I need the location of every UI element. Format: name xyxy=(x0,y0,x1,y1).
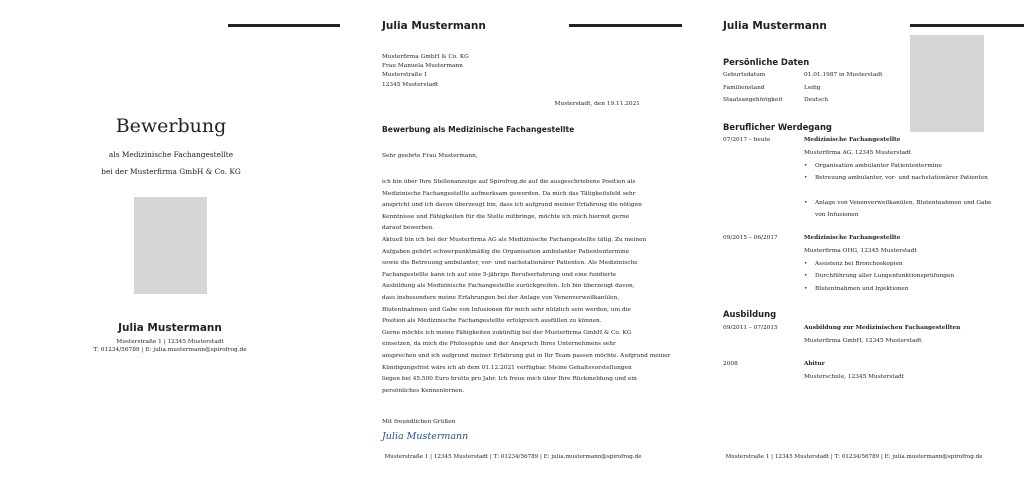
body-line: einsetzen, da mich die Philosophie und der Anspruch Ihres Unternehmens sehr xyxy=(382,341,616,348)
letter-subject: Bewerbung als Medizinische Fachangestellte xyxy=(382,125,575,134)
body-line: Gerne möchte ich meine Fähigkeiten zukünftig bei der Musterfirma GmbH & Co. KG xyxy=(382,329,632,336)
body-line: anspricht und ich davon überzeugt bin, dass ich aufgrund meiner Erfahrung die nötigen xyxy=(382,202,642,209)
body-line: Kenntnisse und Fähigkeiten für die Stelle mitbringe, möchte ich mich hiermit gerne xyxy=(382,213,630,220)
body-line: liegen bei 45.500 Euro brutto pro Jahr. Ich freue mich über Ihre Rückmeldung und ein xyxy=(382,376,637,383)
career-title: Medizinische Fachangestellte xyxy=(804,137,901,143)
cv-header-name: Julia Mustermann xyxy=(723,20,827,32)
body-line: persönliches Kennenlernen. xyxy=(382,387,465,394)
career-heading: Beruflicher Werdegang xyxy=(723,122,832,132)
bullet-icon: • xyxy=(804,286,808,292)
bullet-text: Betreuung ambulanter, vor- und nachstationärer Patienten xyxy=(815,175,988,181)
cover-title: Bewerbung xyxy=(115,115,227,137)
body-line: Ausbildung als Medizinische Fachangestellte zurückgreifen. Ich bin überzeugt davon, xyxy=(382,283,635,290)
body-line: Blutentnahmen und Gabe von Infusionen für mich sehr nützlich sein werden, um die xyxy=(382,306,631,313)
body-line: Aktuell bin ich bei der Musterfirma AG als Medizinische Fachangestellte tätig. Zu meinen xyxy=(382,236,647,243)
photo-placeholder xyxy=(134,197,207,294)
letter-page xyxy=(342,0,684,482)
body-line: Kündigungsfrist wäre ich ab dem 01.12.2021 verfügbar. Meine Gehaltsvorstellungen xyxy=(382,364,632,371)
body-line: ansprechen und ich aufgrund meiner Erfahrung gut in Ihr Team passen möchte. Aufgrund meiner xyxy=(382,352,671,359)
bullet-text: Organisation ambulanter Patiententermine xyxy=(815,163,942,169)
bullet-text: Anlage von Venenverweilkanülen, Blutentnahmen und Gabe von Infusionen xyxy=(815,200,992,219)
cover-subtitle: als Medizinische Fachangestellte xyxy=(108,150,234,159)
personal-label: Geburtsdatum xyxy=(723,72,766,78)
bullet-icon: • xyxy=(804,261,808,267)
cover-page xyxy=(0,0,342,482)
personal-value: Ledig xyxy=(804,85,821,91)
salutation: Sehr geehrte Frau Mustermann, xyxy=(382,153,478,159)
education-place: Musterfirma GmbH, 12345 Musterstadt xyxy=(804,338,922,344)
recipient-line: Frau Manuela Mustermann xyxy=(382,63,463,70)
career-title: Medizinische Fachangestellte xyxy=(804,235,901,241)
personal-label: Staatsangehörigkeit xyxy=(723,97,783,103)
contact-address: Musterstraße 1 | 12345 Musterstadt xyxy=(116,339,224,345)
education-place: Musterschule, 12345 Musterstadt xyxy=(804,374,905,380)
top-rule xyxy=(569,24,682,27)
body-line: Position als Medizinische Fachangestellte erfolgreich ausfüllen zu können. xyxy=(382,318,602,325)
personal-value: 01.01.1987 in Musterstadt xyxy=(804,72,883,78)
career-employer: Musterfirma OHG, 12345 Musterstadt xyxy=(804,248,917,254)
career-bullets xyxy=(804,160,1004,220)
education-period: 2008 xyxy=(723,361,738,367)
letter-header-name: Julia Mustermann xyxy=(382,20,486,32)
recipient-line: Musterfirma GmbH & Co. KG xyxy=(382,54,469,60)
personal-heading: Persönliche Daten xyxy=(723,57,810,67)
cv-page xyxy=(684,0,1024,482)
bullet-icon: • xyxy=(804,273,808,279)
bullet-icon: • xyxy=(804,200,808,206)
bullet-icon: • xyxy=(804,163,808,169)
bullet-text: Assistenz bei Bronchoskopien xyxy=(815,261,903,267)
signature: Julia Mustermann xyxy=(382,431,469,442)
photo-placeholder xyxy=(910,35,984,132)
cover-subtitle: bei der Musterfirma GmbH & Co. KG xyxy=(101,167,241,176)
career-bullets xyxy=(804,258,1004,298)
education-period: 09/2011 – 07/2015 xyxy=(723,325,778,331)
education-heading: Ausbildung xyxy=(723,309,777,319)
top-rule xyxy=(910,24,1024,27)
bullet-text: Blutentnahmen und Injektionen xyxy=(815,286,909,292)
education-title: Ausbildung zur Medizinischen Fachangestellten xyxy=(804,325,961,331)
recipient-address xyxy=(382,53,469,90)
body-line: sowie die Betreuung ambulanter, vor- und nachstationärer Patienten. Als Medizinische xyxy=(382,260,638,267)
bullet-icon: • xyxy=(804,175,808,181)
body-line: darauf bewerben. xyxy=(382,225,435,232)
body-line: Fachangestellte kann ich auf eine 5-jährige Berufserfahrung und eine fundierte xyxy=(382,271,617,278)
body-line: ich bin über Ihre Stellenanzeige auf Spirofrog.de auf die ausgeschriebene Position als xyxy=(382,179,636,185)
letter-footer: Musterstraße 1 | 12345 Musterstadt | T: 01234/56789 | E: julia.mustermann@spirofrog.de xyxy=(384,454,642,460)
body-line: Aufgaben gehört schwerpunktmäßig die Organisation ambulanter Patiententermine xyxy=(382,248,630,255)
personal-label: Familienstand xyxy=(723,85,765,91)
bullet-text: Durchführung aller Lungenfunktionsprüfungen xyxy=(815,273,955,279)
contact-phone-email: T: 01234/56789 | E: julia.mustermann@spirofrog.de xyxy=(93,347,247,353)
career-period: 09/2015 – 06/2017 xyxy=(723,235,778,241)
education-title: Abitur xyxy=(804,361,825,367)
personal-value: Deutsch xyxy=(804,97,829,103)
letter-date: Musterstadt, den 19.11.2021 xyxy=(554,101,640,107)
letter-body xyxy=(382,177,671,397)
career-period: 07/2017 – heute xyxy=(723,137,771,143)
closing: Mit freundlichen Grüßen xyxy=(382,419,456,425)
top-rule xyxy=(228,24,340,27)
cv-footer: Musterstraße 1 | 12345 Musterstadt | T: 01234/56789 | E: julia.mustermann@spirofrog.de xyxy=(725,454,983,460)
career-employer: Musterfirma AG, 12345 Musterstadt xyxy=(804,150,912,156)
recipient-line: Musterstraße 1 xyxy=(382,72,428,79)
body-line: Medizinische Fachangestellte aufmerksam geworden. Da mich das Tätigkeitsfeld sehr xyxy=(382,190,636,197)
applicant-name: Julia Mustermann xyxy=(118,322,222,334)
recipient-line: 12345 Musterstadt xyxy=(382,81,439,88)
body-line: dass insbesondere meine Erfahrungen bei der Anlage von Venenverweilkanülen, xyxy=(382,294,620,301)
